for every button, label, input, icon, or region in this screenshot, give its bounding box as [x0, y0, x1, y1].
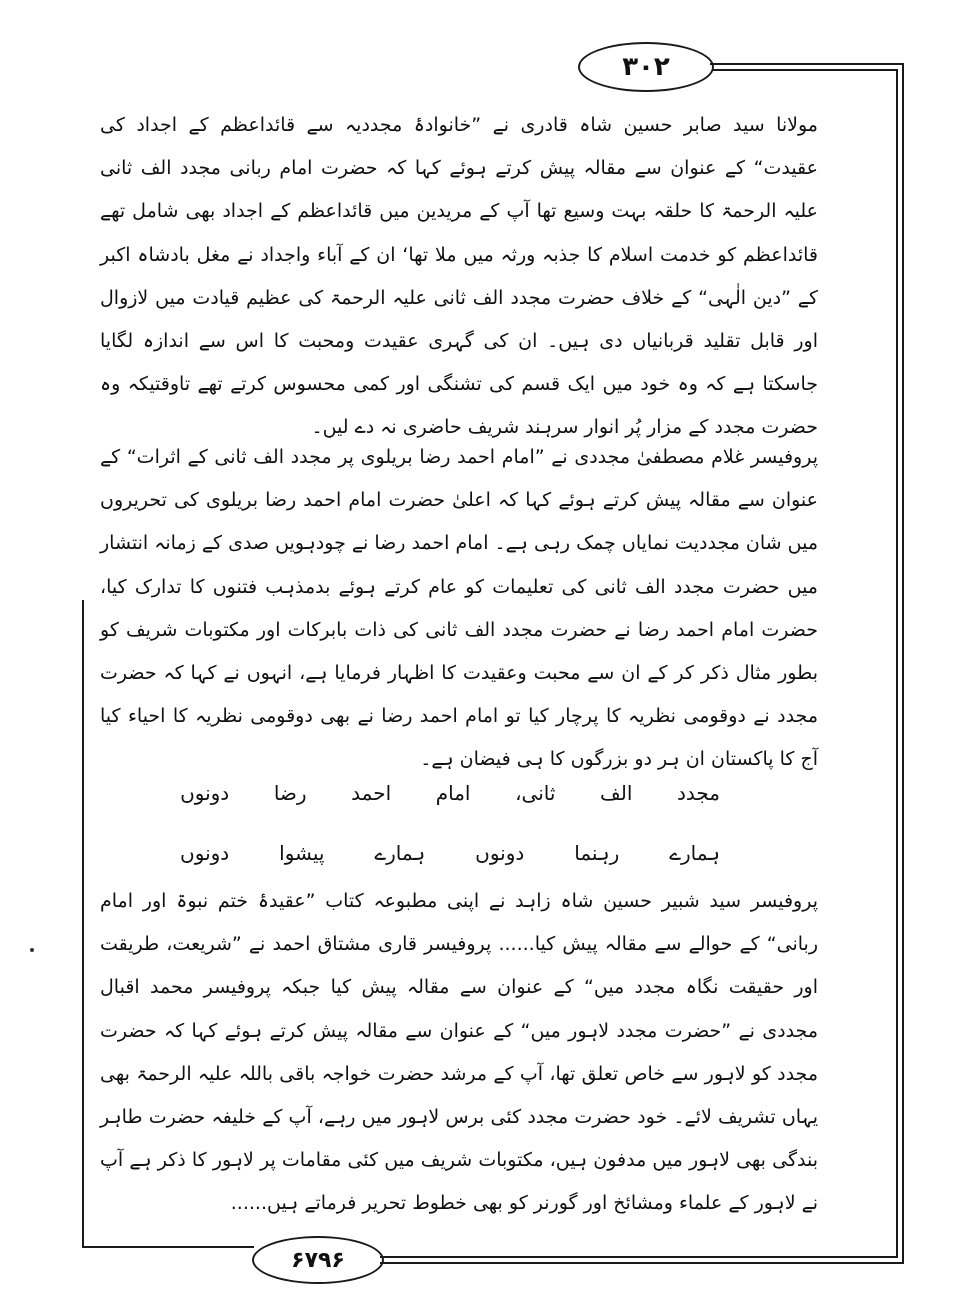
poem-word: دونوں	[180, 781, 230, 805]
frame-right-line-outer	[902, 63, 904, 1263]
poem-word: ہمارے	[374, 841, 426, 865]
paragraph-3-text: پروفیسر سید شبیر حسین شاہ زاہد نے اپنی مطبوعہ کتاب ”عقیدۂ ختم نبوۃ اور امام ربانی“ کے حوالے سے مقالہ پیش کیا...... پروفیسر قاری مشتاق احمد نے ”شریعت، طریقت اور حقیقت نگاہ مجدد میں“ کے عنوان سے مقالہ پیش کیا جبکہ پروفیسر محمد اقبال مجددی نے ”حضرت مجدد لاہور میں“ کے عنوان سے مقالہ پیش کرتے ہوئے کہا کہ حضرت مجدد کو لاہور سے خاص تعلق تھا، آپ کے مرشد حضرت خواجہ باقی باللہ علیہ الرحمۃ بھی یہاں تشریف لائے۔ خود حضرت مجدد کئی برس لاہور میں رہے، آپ کے خلیفہ حضرت طاہر بندگی بھی لاہور میں مدفون ہیں، مکتوبات شریف میں کئی مقامات پر لاہور کا ذکر ہے آپ نے لاہور کے علماء ومشائخ اور گورنر کو بھی خطوط تحریر فرماتے ہیں......	[100, 890, 818, 1215]
poem-verse-1	[180, 766, 720, 820]
frame-bottom-line-outer	[380, 1262, 904, 1264]
scan-speck	[30, 948, 34, 952]
poem-word: ہمارے	[669, 841, 720, 865]
frame-top-line-inner	[712, 69, 898, 71]
frame-left-line	[82, 600, 84, 1248]
poem-word: پیشوا	[279, 841, 325, 865]
frame-bottom-line	[380, 1256, 898, 1258]
page-number-top: ۳۰۲	[578, 42, 714, 92]
poem-word: رضا	[273, 781, 307, 805]
page-number-bottom: ۶۷۹۶	[252, 1236, 384, 1284]
poem-word: الف	[600, 781, 633, 805]
poem-word: دونوں	[180, 841, 230, 865]
frame-left-line-bottom	[82, 1246, 254, 1248]
paragraph-2	[100, 436, 818, 782]
poem-word: دونوں	[475, 841, 525, 865]
poem-verse-2	[180, 826, 720, 880]
poem-word: امام	[435, 781, 471, 805]
poem-word: مجدد	[676, 781, 720, 805]
paragraph-1	[100, 104, 818, 450]
poem-word: احمد	[351, 781, 392, 805]
paragraph-3	[100, 880, 818, 1226]
paragraph-2-text: پروفیسر غلام مصطفیٰ مجددی نے ”امام احمد رضا بریلوی پر مجدد الف ثانی کے اثرات“ کے عنوان سے مقالہ پیش کرتے ہوئے کہا کہ اعلیٰ حضرت امام احمد رضا بریلوی کی تحریروں میں شان مجددیت نمایاں چمک رہی ہے۔ امام احمد رضا نے چودہویں صدی کے زمانہ انتشار میں حضرت مجدد الف ثانی کی تعلیمات کو عام کرتے ہوئے بدمذہب فتنوں کا تدارک کیا، حضرت امام احمد رضا نے حضرت مجدد الف ثانی کی ذات بابرکات اور مکتوبات شریف کو بطور مثال ذکر کر کے ان سے محبت وعقیدت کا اظہار فرمایا ہے، انہوں نے کہا کہ حضرت مجدد نے دوقومی نظریہ کا پرچار کیا تو امام احمد رضا نے بھی دوقومی نظریہ کا احیاء کیا آج کا پاکستان ان ہر دو بزرگوں کا ہی فیضان ہے۔	[100, 446, 818, 771]
paragraph-1-text: مولانا سید صابر حسین شاہ قادری نے ”خانوادۂ مجددیہ سے قائداعظم کے اجداد کی عقیدت“ کے عنوان سے مقالہ پیش کرتے ہوئے کہا کہ حضرت امام ربانی مجدد الف ثانی علیہ الرحمۃ کا حلقہ بہت وسیع تھا آپ کے مریدین میں قائداعظم کے اجداد بھی شامل تھے قائداعظم کو خدمت اسلام کا جذبہ ورثہ میں ملا تھا‘ ان کے آباء واجداد نے مغل بادشاہ اکبر کے ”دین الٰہی“ کے خلاف حضرت مجدد الف ثانی علیہ الرحمۃ کی عظیم قیادت میں لازوال اور قابل تقلید قربانیاں دی ہیں۔ ان کی گہری عقیدت ومحبت کا اس سے اندازہ لگایا جاسکتا ہے کہ وہ خود میں ایک قسم کی تشنگی اور کمی محسوس کرتے تھے تاوقتیکہ وہ حضرت مجدد کے مزار پُر انوار سرہند شریف حاضری نہ دے لیں۔	[100, 114, 818, 439]
poem-word: ثانی،	[515, 781, 556, 805]
frame-top-line	[710, 63, 904, 65]
poem-word: رہنما	[574, 841, 620, 865]
frame-right-line-inner	[896, 69, 898, 1257]
